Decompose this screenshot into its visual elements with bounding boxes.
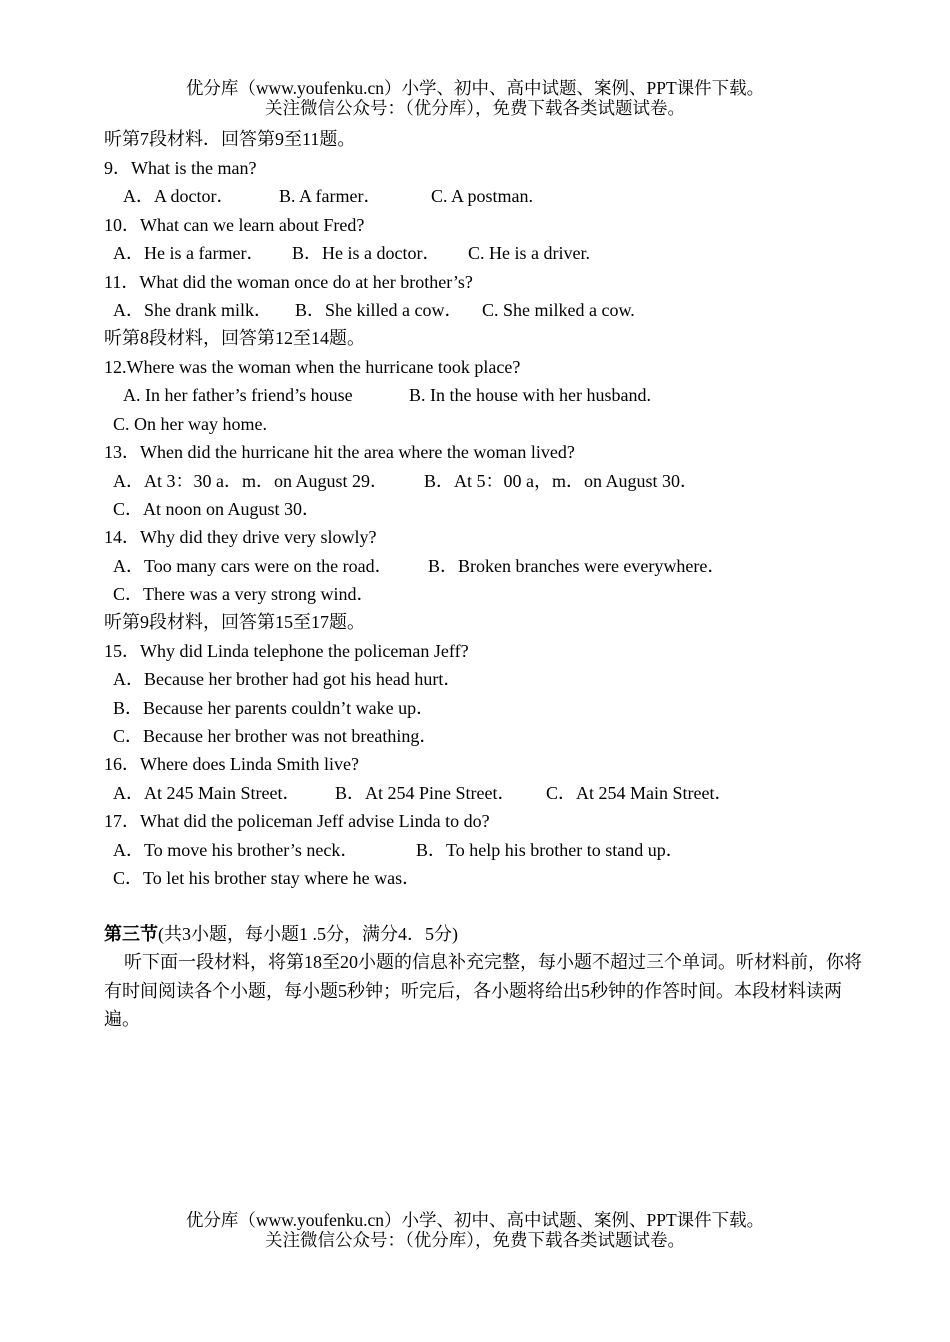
page-footer-line2: 关注微信公众号：（优分库），免费下载各类试题试卷。	[265, 1230, 685, 1250]
part-3-title-scoring: (共3小题，每小题1 .5分，满分4．5分)	[158, 924, 458, 944]
question-13-stem: 13．When did the hurricane hit the area where the woman lived?	[104, 442, 575, 462]
question-11-option-a: A．She drank milk．	[113, 300, 272, 320]
question-14-option-a: A．Too many cars were on the road．	[113, 556, 393, 576]
question-9-option-a: A．A doctor．	[123, 186, 235, 206]
question-10-option-c: C. He is a driver.	[468, 243, 590, 263]
question-16-option-c: C．At 254 Main Street．	[546, 783, 733, 803]
question-16-stem: 16．Where does Linda Smith live?	[104, 754, 359, 774]
question-16-option-a: A．At 245 Main Street．	[113, 783, 301, 803]
question-12-option-c: C. On her way home.	[113, 414, 267, 434]
question-13-option-c: C．At noon on August 30．	[113, 499, 321, 519]
question-11-option-b: B．She killed a cow．	[295, 300, 463, 320]
question-12-option-b: B. In the house with her husband.	[409, 385, 651, 405]
question-13-option-b: B．At 5：00 a，m．on August 30．	[424, 471, 699, 491]
question-17-stem: 17．What did the policeman Jeff advise Linda to do?	[104, 811, 490, 831]
question-15-stem: 15．Why did Linda telephone the policeman Jeff?	[104, 641, 469, 661]
question-17-option-a: A．To move his brother’s neck．	[113, 840, 359, 860]
question-16-option-b: B．At 254 Pine Street．	[335, 783, 516, 803]
question-10-stem: 10．What can we learn about Fred?	[104, 215, 365, 235]
question-12-stem: 12.Where was the woman when the hurricane took place?	[104, 357, 521, 377]
question-11-stem: 11．What did the woman once do at her brother’s?	[104, 272, 473, 292]
part-3-instructions: 听下面一段材料，将第18至20小题的信息补充完整，每小题不超过三个单词。听材料前，你将有时间阅读各个小题，每小题5秒钟；听完后，各小题将给出5秒钟的作答时间。本段材料读两遍。	[104, 952, 862, 1029]
question-15-option-b: B．Because her parents couldn’t wake up．	[113, 698, 435, 718]
question-10-option-b: B．He is a doctor．	[292, 243, 441, 263]
question-10-option-a: A．He is a farmer．	[113, 243, 265, 263]
question-14-option-b: B．Broken branches were everywhere．	[428, 556, 726, 576]
question-15-option-a: A．Because her brother had got his head hurt．	[113, 669, 462, 689]
question-14-stem: 14．Why did they drive very slowly?	[104, 527, 377, 547]
question-11-option-c: C. She milked a cow.	[482, 300, 635, 320]
part-3-title	[104, 922, 458, 946]
question-9-option-c: C. A postman.	[431, 186, 534, 206]
question-9-option-b: B. A farmer．	[279, 186, 382, 206]
question-15-option-c: C．Because her brother was not breathing．	[113, 726, 438, 746]
part-3-title-label: 第三节	[104, 924, 158, 944]
section-9-heading: 听第9段材料，回答第15至17题。	[104, 612, 365, 632]
section-7-heading: 听第7段材料．回答第9至11题。	[104, 129, 356, 149]
question-12-option-a: A. In her father’s friend’s house	[123, 385, 353, 405]
question-17-option-c: C．To let his brother stay where he was．	[113, 868, 421, 888]
question-17-option-b: B．To help his brother to stand up．	[416, 840, 684, 860]
page-header-line1: 优分库（www.youfenku.cn）小学、初中、高中试题、案例、PPT课件下载。	[185, 78, 765, 98]
section-8-heading: 听第8段材料，回答第12至14题。	[104, 328, 365, 348]
question-14-option-c: C．There was a very strong wind．	[113, 584, 375, 604]
question-13-option-a: A．At 3：30 a．m．on August 29．	[113, 471, 389, 491]
page-footer-line1: 优分库（www.youfenku.cn）小学、初中、高中试题、案例、PPT课件下载。	[185, 1210, 765, 1230]
page-header-line2: 关注微信公众号：（优分库），免费下载各类试题试卷。	[265, 98, 685, 118]
question-9-stem: 9．What is the man?	[104, 158, 257, 178]
